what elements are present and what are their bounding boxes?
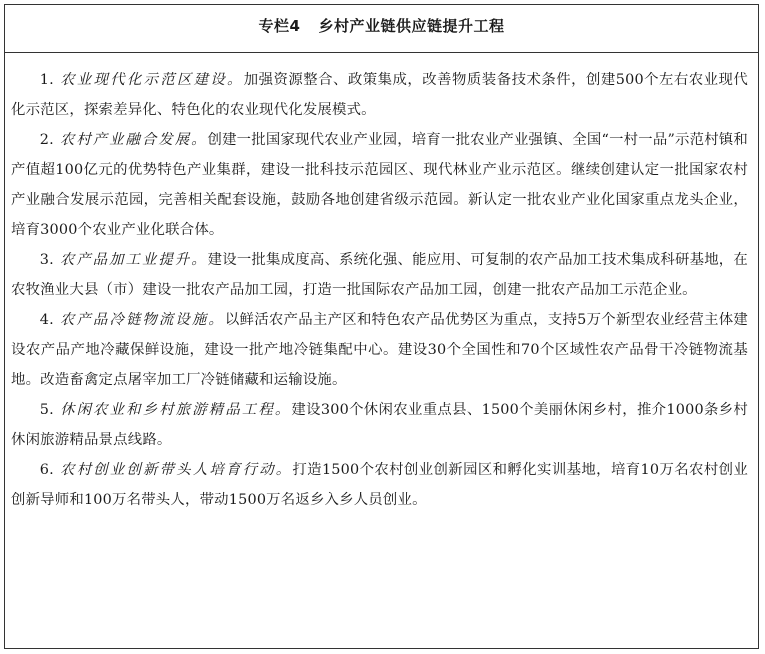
list-item [11,245,748,305]
item-body: 创建一批国家现代农业产业园，培育一批农业产业强镇、全国“一村一品”示范村镇和产值超100亿元的优势特色产业集群，建设一批科技示范园区、现代林业产业示范区。继续创建认定一批国家农村产业融合发展示范园，完善相关配套设施，鼓励各地创建省级示范园。新认定一批农业产业化国家重点龙头企业，培育3000个农业产业化联合体。 [11,132,748,238]
item-index: 5. [39,402,54,418]
item-index: 3. [39,252,54,268]
list-item [11,455,748,515]
panel-content [5,53,758,515]
item-index: 2. [39,132,54,148]
panel-title-text: 乡村产业链供应链提升工程 [318,17,505,35]
item-body: 打造1500个农村创业创新园区和孵化实训基地，培育10万名农村创业创新导师和100万名带头人，带动1500万名返乡入乡人员创业。 [11,462,748,508]
feature-panel [4,4,759,649]
panel-title-row [5,5,758,53]
item-heading: 农产品冷链物流设施。 [59,312,225,328]
item-heading: 农业现代化示范区建设。 [59,72,244,88]
item-body: 加强资源整合、政策集成，改善物质装备技术条件，创建500个左右农业现代化示范区，探索差异化、特色化的农业现代化发展模式。 [11,72,748,118]
item-heading: 农村创业创新带头人培育行动。 [59,462,293,478]
item-heading: 休闲农业和乡村旅游精品工程。 [59,402,292,418]
item-heading: 农产品加工业提升。 [59,252,208,268]
panel-title [259,15,505,36]
item-heading: 农村产业融合发展。 [59,132,208,148]
item-body: 以鲜活农产品主产区和特色农产品优势区为重点，支持5万个新型农业经营主体建设农产品产地冷藏保鲜设施，建设一批产地冷链集配中心。建设30个全国性和70个区域性农产品骨干冷链物流基地。改造畜禽定点屠宰加工厂冷链储藏和运输设施。 [11,312,748,388]
item-index: 4. [39,312,54,328]
list-item [11,125,748,245]
item-index: 6. [39,462,54,478]
item-body: 建设一批集成度高、系统化强、能应用、可复制的农产品加工技术集成科研基地，在农牧渔业大县（市）建设一批农产品加工园，打造一批国际农产品加工园，创建一批农产品加工示范企业。 [11,252,748,298]
list-item [11,65,748,125]
list-item [11,395,748,455]
panel-label: 专栏4 [258,17,301,35]
item-index: 1. [39,72,54,88]
list-item [11,305,748,395]
item-body: 建设300个休闲农业重点县、1500个美丽休闲乡村，推介1000条乡村休闲旅游精品景点线路。 [11,402,748,448]
